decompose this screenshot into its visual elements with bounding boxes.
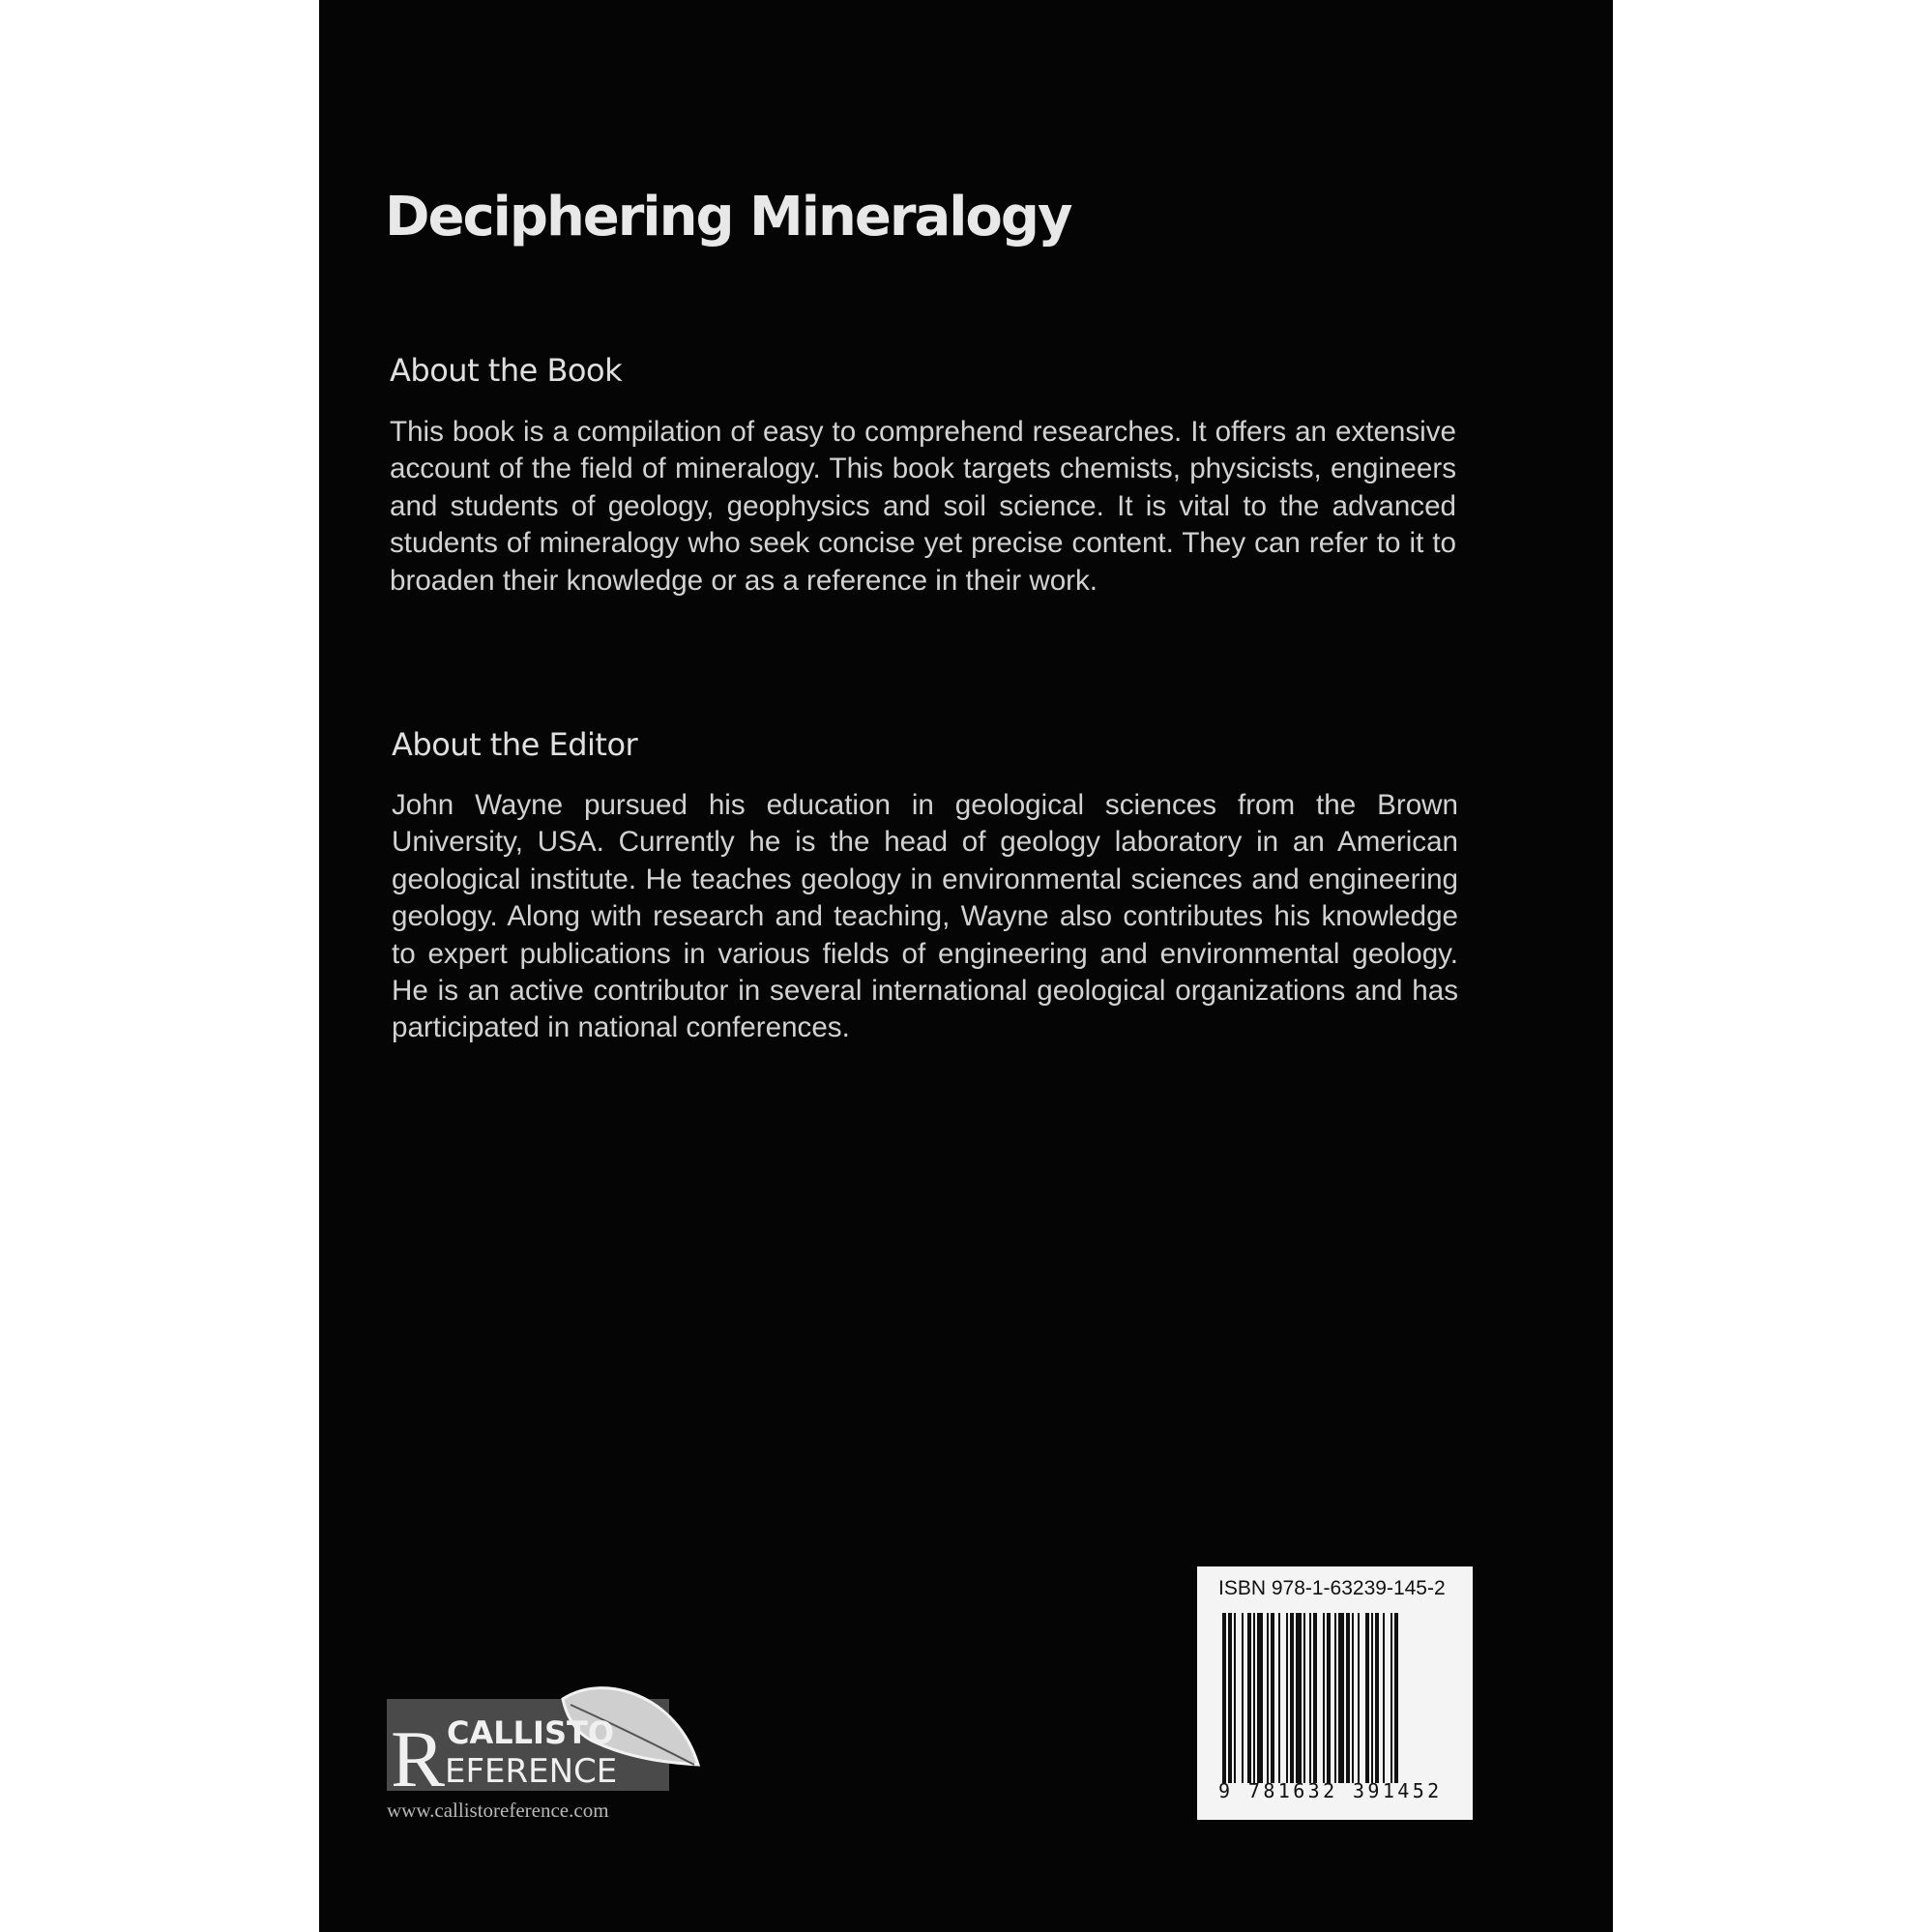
svg-text:EFERENCE: EFERENCE bbox=[445, 1752, 618, 1791]
book-title: Deciphering Mineralogy bbox=[385, 186, 1071, 249]
isbn-barcode-box bbox=[1197, 1566, 1473, 1820]
about-book-heading: About the Book bbox=[390, 352, 623, 389]
publisher-logo bbox=[387, 1678, 706, 1794]
about-editor-heading: About the Editor bbox=[392, 726, 638, 763]
barcode-digits: 9 781632 391452 bbox=[1218, 1779, 1443, 1802]
book-back-cover bbox=[319, 0, 1613, 1932]
about-editor-text: John Wayne pursued his education in geological sciences from the Brown University, USA. Currently he is the head of geology laboratory in an American geological institute. He teaches geology in environmental sciences and engineering geology. Along with research and teaching, Wayne also contributes his knowledge to expert publications in various fields of engineering and environmental geology. He is an active contributor in several international geological organizations and has participated in national conferences. bbox=[392, 789, 1458, 1044]
barcode-image bbox=[1218, 1613, 1450, 1783]
svg-text:R: R bbox=[391, 1714, 446, 1794]
about-book-text: This book is a compilation of easy to comprehend researches. It offers an extensive account of the field of mineralogy. This book targets chemists, physicists, engineers and students of geology, geophysics and soil science. It is vital to the advanced students of mineralogy who seek concise yet precise content. They can refer to it to broaden their knowledge or as a reference in their work. bbox=[390, 416, 1456, 597]
publisher-website: www.callistoreference.com bbox=[387, 1799, 609, 1822]
isbn-label: ISBN 978-1-63239-145-2 bbox=[1218, 1577, 1446, 1599]
svg-text:CALLISTO: CALLISTO bbox=[447, 1714, 615, 1751]
